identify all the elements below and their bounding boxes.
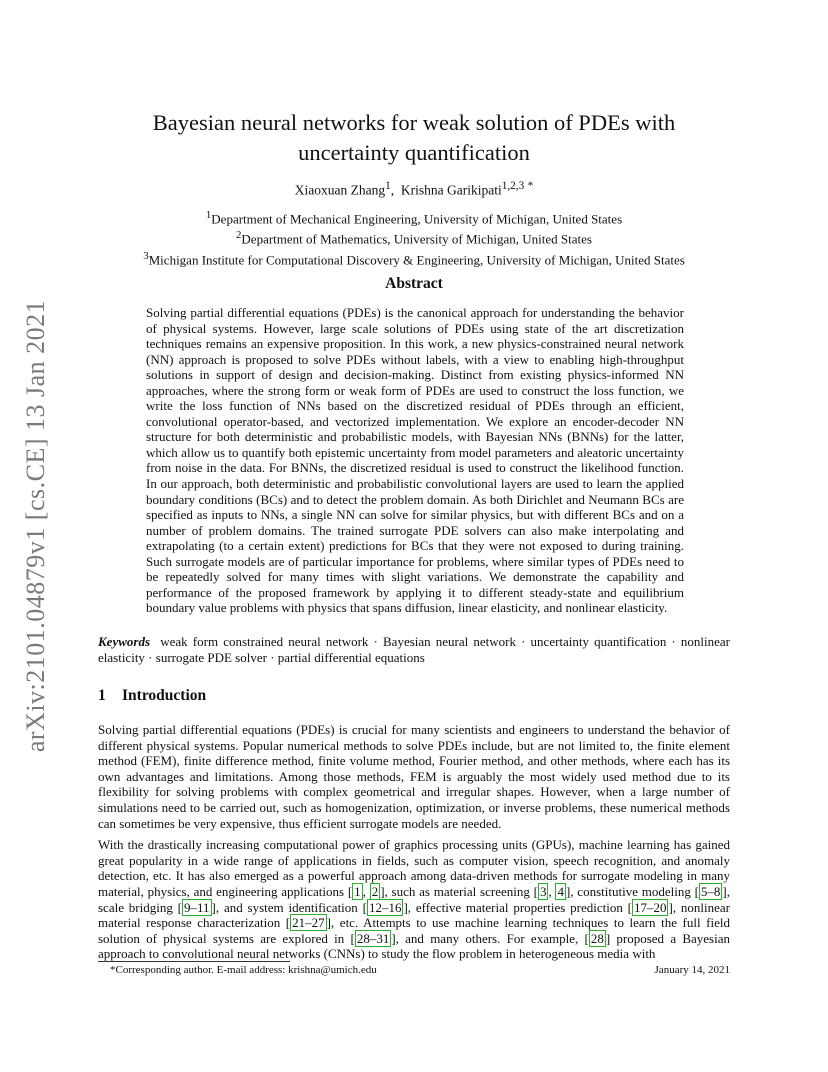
affiliation-3-text: Michigan Institute for Computational Discovery & Engineering, University of Michigan, United States xyxy=(148,251,685,267)
text-run: ], such as material screening [ xyxy=(380,883,538,899)
text-run: , xyxy=(548,883,556,899)
keywords xyxy=(98,634,730,666)
citation-link[interactable]: 9–11 xyxy=(184,899,210,915)
citation-link[interactable]: 4 xyxy=(557,883,564,899)
intro-paragraph-2 xyxy=(98,837,730,962)
text-run: ], nonlinear material response characterization [ xyxy=(98,899,730,931)
text-run: , xyxy=(362,883,370,899)
author-2-sup: 1,2,3 xyxy=(501,180,525,192)
affiliation-3-sup: 3 xyxy=(143,249,149,262)
footer-date: January 14, 2021 xyxy=(654,964,730,976)
affiliation-1 xyxy=(0,207,828,227)
footnote-rule xyxy=(98,961,290,962)
author-2-name: Krishna Garikipati xyxy=(400,182,502,198)
text-run: ], etc. Attempts to use machine learning techniques to learn the full field solution of physical systems are explored in [ xyxy=(98,915,730,946)
affiliation-2 xyxy=(0,227,828,247)
intro-paragraph-1: Solving partial differential equations (PDEs) is crucial for many scientists and engineers to understand the behavior of different physical systems. Popular numerical methods to solve PDEs include, but are not limited to, the finite element method (FEM), finite difference method, finite volume method, Fourier method, and other methods, where each has its own advantages and limitations. Among those methods, FEM is arguably the most widely used method due to its flexibility for solving problems with complex geometrical and irregular shapes. However, when a large number of simulations need to be carried out, such as homogenization, optimization, or inverse problems, these numerical methods can sometimes be very expensive, thus efficient surrogate models are needed. xyxy=(98,722,730,831)
affiliation-3 xyxy=(0,248,828,268)
affiliation-2-text: Department of Mathematics, University of Michigan, United States xyxy=(241,231,592,247)
text-run: With the drastically increasing computational power of graphics processing units (GPUs), machine learning has gained great popularity in a wide range of applications in fields, such as computer vision, speech recognition, and anomaly detection, etc. It has also emerged as a powerful approach among data-driven methods for surrogate modeling in many material, physics, and engineering applications [ xyxy=(98,837,730,899)
author-1-sup: 1 xyxy=(385,180,391,192)
affiliation-2-sup: 2 xyxy=(236,229,242,242)
arxiv-stamp xyxy=(16,295,56,757)
section-heading xyxy=(98,687,206,705)
text-run: ], effective material properties prediction [ xyxy=(403,899,632,915)
citation-link[interactable]: 2 xyxy=(371,883,379,899)
text-run: ], constitutive modeling [ xyxy=(565,883,699,899)
text-run: ], scale bridging [ xyxy=(98,883,731,915)
text-run: ] proposed a Bayesian approach to convolutional neural networks (CNNs) to study the flow problem in heterogeneous media with xyxy=(98,930,730,962)
affiliation-1-sup: 1 xyxy=(205,209,212,221)
author-line: Xiaoxuan Zhang$^1$, Krishna Garikipati$^{1,2,3}$ * xyxy=(294,180,534,198)
footnote: *Corresponding author. E-mail address: krishna@umich.edu xyxy=(110,964,377,976)
abstract-heading: Abstract xyxy=(385,275,443,292)
citation-link[interactable]: 17–20 xyxy=(633,899,667,915)
citation-link[interactable]: 5–8 xyxy=(700,883,721,899)
citation-link[interactable]: 12–16 xyxy=(368,899,402,915)
arxiv-stamp-text: arXiv:2101.04879v1 [cs.CE] 13 Jan 2021 xyxy=(21,299,50,753)
section-title: Introduction xyxy=(122,687,207,704)
citation-link[interactable]: 3 xyxy=(539,883,547,899)
affiliation-1-text: Department of Mechanical Engineering, University of Michigan, United States xyxy=(211,211,623,227)
author-1-name: Xiaoxuan Zhang xyxy=(294,182,386,198)
paper-title: Bayesian neural networks for weak solution of PDEs with uncertainty quantification xyxy=(152,110,676,165)
text-run: ], and many others. For example, [ xyxy=(391,930,589,946)
keywords-list: weak form constrained neural network · Bayesian neural network · uncertainty quantification · nonlinear elasticity · surrogate PDE solver · partial differential equations xyxy=(98,634,731,665)
abstract-body: Solving partial differential equations (PDEs) is the canonical approach for understanding the behavior of physical systems. However, large scale solutions of PDEs using state of the art discretization techniques remains an expensive proposition. In this work, a new physics-constrained neural network (NN) approach is proposed to solve PDEs without labels, with a view to enabling high-throughput solutions in support of design and decision-making. Distinct from existing physics-informed NN approaches, where the strong form or weak form of PDEs are used to construct the loss function, we write the loss function of NNs based on the discretized residual of PDEs through an efficient, convolutional operator-based, and vectorized implementation. We explore an encoder-decoder NN structure for both deterministic and probabilistic models, with Bayesian NNs (BNNs) for the latter, which allow us to quantify both epistemic uncertainty from model parameters and aleatoric uncertainty from noise in the data. For BNNs, the discretized residual is used to construct the likelihood function. In our approach, both deterministic and probabilistic convolutional layers are used to learn the applied boundary conditions (BCs) and to detect the problem domain. As both Dirichlet and Neumann BCs are specified as inputs to NNs, a single NN can solve for similar physics, but with different BCs and on a number of problem domains. The trained surrogate PDE solvers can also make interpolating and extrapolating (to a certain extent) predictions for BCs that they were not exposed to during training. Such surrogate models are of particular importance for problems, where similar types of PDEs need to be repeatedly solved for many times with slight variations. We demonstrate the capability and performance of the proposed framework by applying it to different steady-state and equilibrium boundary value problems with physics that spans diffusion, linear elasticity, and nonlinear elasticity. xyxy=(146,305,684,616)
affiliations xyxy=(0,207,828,268)
citation-link[interactable]: 1 xyxy=(354,883,361,899)
corresponding-star: * xyxy=(527,180,534,192)
citation-link[interactable]: 28 xyxy=(590,930,604,946)
citation-link[interactable]: 21–27 xyxy=(292,915,325,931)
introduction-body xyxy=(98,722,730,968)
text-run: ], and system identification [ xyxy=(211,899,367,915)
citation-link[interactable]: 28–31 xyxy=(356,930,390,946)
section-number: 1 xyxy=(98,687,106,704)
keywords-label: Keywords xyxy=(98,634,150,649)
